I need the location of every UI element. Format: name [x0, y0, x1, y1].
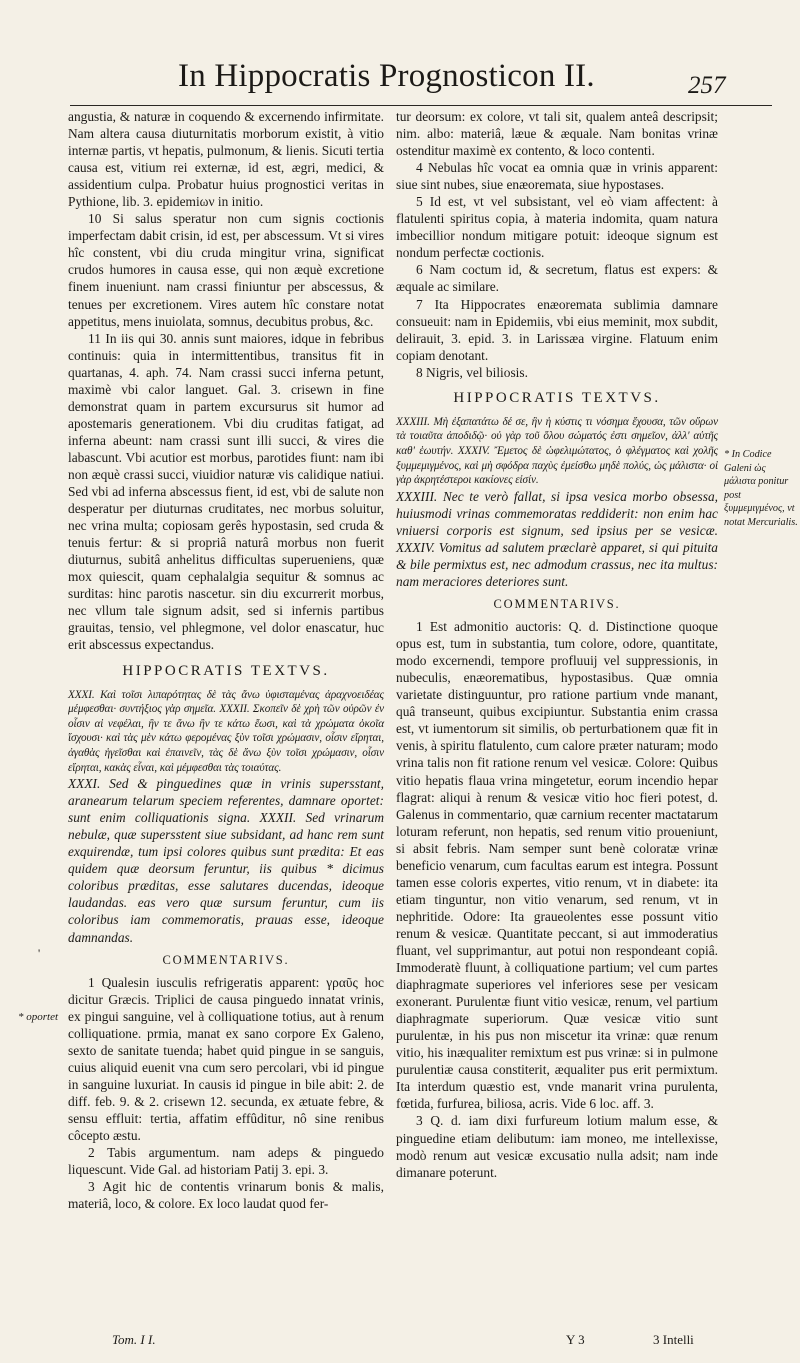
margin-note-left: * oportet	[18, 1011, 59, 1023]
section-heading-commentarius-2: COMMENTARIVS.	[493, 597, 621, 612]
page-footer	[0, 1332, 800, 1356]
paragraph-5: 5 Id est, vt vel subsistant, vel eò viam affectent: à flatulenti spiritus copia, à materia indomita, quam natura imbecillior nondum mitigare potuit: ideoque signum est nondum perfectæ coctionis.	[396, 194, 718, 261]
page-number: 257	[688, 72, 726, 99]
paragraph-continuation: tur deorsum: ex colore, vt tali sit, qualem anteâ descripsit; nim. albo: materiâ, læue & æquale. Nam bonitas vrinæ ostenditur maximè ex contento, & loco contenti.	[396, 109, 718, 159]
commentary-right-1: 1 Est admonitio auctoris: Q. d. Distinctione quoque opus est, tum in substantia, tum colore, odore, quantitate, modo excernendi, tempore profluuij vel suppressionis, in nubeculis, enæorematibus, hypostasibus. Quæ omnia varietate distinguuntur, pro ratione partium vnde manant, quâ transeunt, quibus excipiuntur. Substantia enim crassa est, vt iumentorum sit similis, ob perturbationem quæ fit in venis, à spiritu flatulento, cum calore præter naturam; modo vrina talis non fit ratione renum vel vesicæ. Colore: Quibus vitio hepatis flaua vrina mingetetur, eorum incendio hepar flagrat: aliqui à renum & vesicæ vitio hoc fieri potest, d. Galenus in commentario, quæ carnium recenter mactatarum loturam referunt, non hepatis, sed renum vitio proueniunt, si absit febris. Nam semper sunt benè coloratæ vrinæ beneficio venarum, cum facultas earum est integra. Possunt tamen esse coloris expertes, vitio renum, vt in diabete: ita etiam tinguntur, non vitio venarum, sed renum, vt in nephritide. Odore: Ita graueolentes esse possunt vitio renum & vesicæ. Quantitate peccant, si aut immoderatius fluant, vel supprimantur, aut potui non respondeant copiâ. Immoderatè fluunt, à colliquatione partium; vel cum partes diaphragmate superiores vel inferiores sese per vesicam exonerant. Purulentæ fiunt vitio vesicæ, renum, vel partium diaphragmate superiorum. Quæ vesicæ vitio sunt purulentæ, in his pus non miscetur ita vrinæ: quæ renum vitio, his inæqualiter remixtum est pus vrinæ: si in pulmone purulentiæ causa constiterit, æqualiter pus erit permixtum. Ita interdum quæstio est, vnde manarit vrina purulenta, fœtida, furfurea, biliosa, acris. Vide 6 loc. aff. 3.	[396, 619, 718, 1112]
volume-label: Tom. I I.	[112, 1332, 156, 1347]
running-title: In Hippocratis Prognosticon II.	[178, 58, 595, 94]
margin-mark-left: '	[38, 946, 41, 960]
section-heading-commentarius: COMMENTARIVS.	[162, 952, 290, 967]
paragraph-6: 6 Nam coctum id, & secretum, flatus est expers: & æquale ac similare.	[396, 262, 718, 295]
commentary-3: 3 Agit hic de contentis vrinarum bonis & malis, materiâ, loco, & colore. Ex loco laudat quod fer-	[68, 1179, 384, 1212]
left-column	[68, 108, 384, 1212]
paragraph-8: 8 Nigris, vel biliosis.	[416, 364, 528, 380]
header-rule	[70, 105, 772, 106]
running-head	[0, 58, 800, 106]
commentary-1: 1 Qualesin iusculis refrigeratis apparent: γραῦς hoc dicitur Græcis. Triplici de causa pinguedo innatat vrinis, ex pingui sanguine, vel à colliquatione totius, aut à renum colliquatione. prmia, manat ex sano corpore Ex Galeno, sexto de sanitate tuenda; habet quid pingue in se sanguis, cuius aliquid euenit vna cum sero percolari, vbi id pingue in sanguine luxuriat. In causis id pingue in bile abit: 2. de diff. feb. 9. & 2. crisewn 12. secunda, ex ætuate febre, & sensu effluit: tertia, affatim effûditur, nô sine renibus côcepto æstu.	[68, 974, 384, 1144]
greek-text-xxxi-xxxii: XXXI. Καὶ τοῖσι λιπαρότητας δὲ τὰς ἄνω ὑφισταμένας ἀραχνοειδέας μέμφεσθαι· συντήξιος γὰρ σημεῖα. XXXII. Σκοπεῖν δὲ χρὴ τῶν οὐρῶν ἐν οἷσιν αἱ νεφέλαι, ἢν τε ἄνω ἢν τε κάτω ἔωσι, καὶ τὰ χρώματα ὁκοῖα ἴσχουσι· καὶ τὰς μὲν κάτω φερομένας ξὺν τοῖσι χρώμασιν, οἷσιν εἴρηται, ἀγαθὰς ἡγεῖσθαι καὶ ἐπαινεῖν, τὰς δὲ ἄνω ξὺν τοῖσι χρώμασιν, οἷσιν εἴρηται, κακὰς εἶναι, καὶ μέμφεσθαι τὰς τοιαύτας.	[68, 688, 384, 774]
section-heading-textus: HIPPOCRATIS TEXTVS.	[122, 662, 330, 679]
paragraph-7: 7 Ita Hippocrates enæoremata sublimia damnare consueuit: nam in Epidemiis, vbi eius meminit, mox subdit, delirauit, 3. epid. 3. in Larissæa virgine. Flatuum enim copiam denotant.	[396, 296, 718, 363]
section-heading-textus-2: HIPPOCRATIS TEXTVS.	[453, 389, 661, 406]
paragraph-4: 4 Nebulas hîc vocat ea omnia quæ in vrinis apparent: siue sint nubes, siue enæoremata, siue hypostases.	[396, 160, 718, 193]
right-column	[396, 108, 718, 1181]
commentary-right-3: 3 Q. d. iam dixi furfureum lotium malum esse, & pinguedine etiam delibutum: iam moneo, me intellexisse, modò renum aut vesicæ excusatio nulla adsit; nam inde dimanare poterunt.	[396, 1113, 718, 1180]
latin-text-xxxiii-xxxiv: XXXIII. Nec te verò fallat, si ipsa vesica morbo obsessa, huiusmodi vrinas commemoratas reddiderit: non enim hac vniuersi corporis est signum, sed ipsius per se vesicæ. XXXIV. Vomitus ad salutem præclarè apparet, si qui pituita & bile permixtus est, nec admodum crassus, nec ita multus: nam meraciores deteriores sunt.	[396, 488, 718, 589]
catchword: 3 Intelli	[653, 1332, 694, 1347]
commentary-2: 2 Tabis argumentum. nam adeps & pinguedo liquescunt. Vide Gal. ad historiam Patij 3. epi. 3.	[68, 1145, 384, 1178]
greek-text-xxxiii-xxxiv: XXXIII. Μὴ ἐξαπατάτω δέ σε, ἢν ἡ κύστις τι νόσημα ἔχουσα, τῶν οὔρων τὰ τοιαῦτα ἀποδιδῷ· οὐ γὰρ τοῦ ὅλου σώματός ἐστι σημεῖον, ἀλλ' αὐτῆς καθ' ἑωυτήν. XXXIV. Ἔμετος δὲ ὠφελιμώτατος, ὁ φλέγματος καὶ χολῆς ξυμμεμιγμένος, καὶ μὴ σφόδρα παχὺς ἐμείσθω μηδὲ πολύς, ὡς μάλιστα· οἱ γὰρ ἀκρητέστεροι κακίονες εἰσίν.	[396, 415, 718, 487]
margin-note-right: * In Codice Galeni ὡς μάλιστα ponitur post ξυμμεμιγμένος, vt notat Mercurialis.	[724, 449, 798, 528]
paragraph-angustia: angustia, & naturæ in coquendo & excernendo infirmitate. Nam altera causa diuturnitatis morborum existit, à vitio internæ partis, vt hepatis, pulmonum, & lienis. Sicuti tertia causa est, vitium rei externæ, id est, ægri, medici, & assidentium culpa. Probatur huius prognostici veritas in Pythione, lib. 3. epidemiων in initio.	[68, 109, 384, 210]
latin-text-xxxi-xxxii: XXXI. Sed & pinguedines quæ in vrinis supersstant, aranearum telarum speciem referentes, damnare oportet: sunt enim colliquationis signa. XXXII. Sed vrinarum nebulæ, quæ supersstent siue subsidant, ad hanc rem sunt exquirendæ, tum ipsi colores quibus sunt prædita: Et eas quidem quæ deorsum feruntur, iis quibus * dicimus coloribus præditas, esse salutares ducendas, ideoque laudandas. eas vero quæ sursum feruntur, cum iis coloribus iam commemoratis, prauas esse, ideoque damnandas.	[68, 776, 384, 945]
signature-mark: Y 3	[566, 1332, 585, 1347]
paragraph-11: 11 In iis qui 30. annis sunt maiores, idque in febribus continuis: quia in intermittentibus, transitus fit in quartanas, 4. aph. 74. Nam crassi succi inferna petunt, maximè vbi calor languet. Gal. 3. crisewn in fine demonstrat quam in partem excursurus sit humor ad apostemaris generationem. Vbi diu cruditas fatigat, ad inferna abeunt: nam crassi sunt illi succi, & vires die labascunt. Vbi acutior est morbus, parotides fiunt: nam ibi non æquè crassi succi, viuidior naturæ vis calidique natiui. Sed vbi ad inferna abscessus fient, id est, vbi de salute non desperatur per diuturnas cruditates, nec morbus soluitur, nec vrina multa; copiosam gerês hypostasin, sed cruda & tenuis fertur: & si propriâ naturâ morbus non fuerit diuturnus, subitâ anhelitus difficultas superueniens, quæ mox quiescit, quam cephalalgia sequitur & somnus ac surditas: hinc parotis nascetur. sin diu excurrerit morbus, nec vllum tale signum adsit, sed si infernis partibus grauitas, tensio, vel phlegmone, vel dolor enascatur, huc erit abscessus expectandus.	[68, 330, 384, 653]
paragraph-10: 10 Si salus speratur non cum signis coctionis imperfectam dabit crisin, id est, per abscessum. Vt si vires hîc constent, vbi diu cruda mingitur vrina, significat crudos humores in causa esse, qui non æquè excretione finem inueniunt. nam crassi finiuntur per abscessus, & tenues per excretionem. Vires autem hîc constare notat appetitus, mens inuiolata, somnus, decubitus probus, &c.	[68, 211, 384, 329]
